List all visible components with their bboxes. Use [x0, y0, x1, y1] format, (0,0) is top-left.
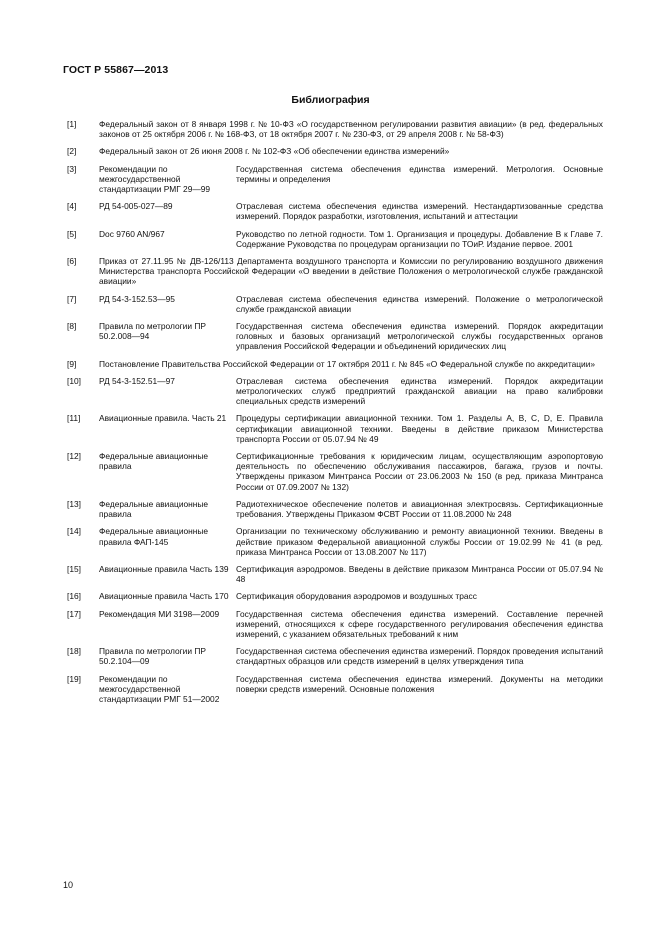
bibliography-entry — [63, 229, 603, 249]
entry-description: Руководство по летной годности. Том 1. Организация и процедуры. Добавление В к Главе 7. Содержание Руководства по процедурам организации по ТОиР. Издание первое. 2001 — [236, 228, 603, 249]
entry-reference: Правила по метрологии ПР 50.2.008—94 — [99, 321, 206, 342]
entry-number: [15] — [67, 563, 81, 574]
bibliography-entry — [63, 119, 603, 139]
entry-number: [17] — [67, 608, 81, 619]
entry-reference: Рекомендации по межгосударственной стандартизации РМГ 29—99 — [99, 163, 211, 195]
entry-description: Сертификация оборудования аэродромов и воздушных трасс — [236, 591, 477, 602]
entry-number: [11] — [67, 413, 81, 424]
entry-reference: РД 54-3-152.53—95 — [99, 293, 175, 304]
entry-description: Государственная система обеспечения единства измерений. Порядок проведения испытаний стандартных образцов или средств измерений в целях утверждения типа — [236, 646, 603, 667]
bibliography-entry — [63, 499, 603, 519]
bibliography-entry — [63, 146, 603, 156]
bibliography-entry — [63, 413, 603, 444]
section-title: Библиография — [291, 94, 370, 106]
entry-description: Процедуры сертификации авиационной техники. Том 1. Разделы А, В, С, D, Е. Правила сертификации авиационной техники. Введены в действие приказом Министерства транспорта России от 05.07.94 № 49 — [236, 413, 603, 444]
bibliography-entry — [63, 321, 603, 352]
entry-number: [14] — [67, 526, 81, 537]
entry-number: [3] — [67, 163, 77, 174]
entry-reference: Рекомендации по межгосударственной стандартизации РМГ 51—2002 — [99, 673, 220, 704]
entry-description: Отраслевая система обеспечения единства измерений. Нестандартизованные средства измерений. Порядок разработки, изготовления, испытаний и аттестации — [236, 201, 603, 222]
bibliography-entry — [63, 294, 603, 314]
bibliography-entry — [63, 164, 603, 195]
entry-text: Постановление Правительства Российской Федерации от 17 октября 2011 г. № 845 «О Федеральной службе по аккредитации» — [99, 358, 596, 369]
entry-reference: Авиационные правила. Часть 21 — [99, 413, 227, 424]
bibliography-entry — [63, 376, 603, 407]
entry-reference: РД 54-005-027—89 — [99, 201, 173, 212]
entry-number: [9] — [67, 358, 77, 369]
entry-description: Радиотехническое обеспечение полетов и авиационная электросвязь. Сертификационные требования. Утверждены Приказом ФСВТ России от 11.08.2000 № 248 — [236, 498, 603, 520]
entry-reference: Авиационные правила Часть 170 — [99, 591, 229, 602]
entry-reference: Федеральные авиационные правила — [99, 451, 209, 472]
entry-reference: Федеральные авиационные правила — [99, 498, 209, 520]
entry-description: Отраслевая система обеспечения единства измерений. Порядок аккредитации метрологических служб предприятий гражданской авиации на право калибровки специальных средств измерений — [236, 375, 603, 407]
entry-reference: Рекомендация МИ 3198—2009 — [99, 608, 220, 619]
page-number: 10 — [63, 880, 74, 890]
bibliography-entry — [63, 646, 603, 666]
entry-description: Сертификационные требования к юридическим лицам, осуществляющим аэропортовую деятельность по обеспечению обслуживания пассажиров, багажа, грузов и почты. Утверждены приказом Минтранса России от 23.06.2003 № 150 (в ред. приказа Минтранса России от 07.09.2007 № 132) — [236, 451, 603, 492]
entry-reference: РД 54-3-152.51—97 — [99, 375, 175, 386]
entry-reference: Правила по метрологии ПР 50.2.104—09 — [99, 646, 206, 667]
entry-number: [8] — [67, 321, 77, 332]
bibliography-entry — [63, 359, 603, 369]
entry-description: Организации по техническому обслуживанию и ремонту авиационной техники. Введены в действие приказом Федеральной авиационной службы России от 19.02.99 № 41 (в ред. приказа Минтранса России от 13.08.2007 № 117) — [236, 526, 603, 557]
entry-description: Отраслевая система обеспечения единства измерений. Положение о метрологической службе гражданской авиации — [236, 293, 603, 314]
entry-reference: Doc 9760 AN/967 — [99, 228, 165, 239]
entry-reference: Авиационные правила Часть 139 — [99, 563, 229, 574]
entry-text: Федеральный закон от 8 января 1998 г. № 10-ФЗ «О государственном регулировании развития авиации» (в ред. федеральных законов от 25 октября 2006 г. № 168-ФЗ, от 18 октября 2007 г. № 230-ФЗ, от 29 апреля 2008 г. № 58-ФЗ) — [99, 119, 603, 140]
entry-description: Сертификация аэродромов. Введены в действие приказом Минтранса России от 05.07.94 № 48 — [236, 563, 603, 585]
entry-number: [2] — [67, 146, 77, 157]
entry-number: [10] — [67, 375, 81, 386]
entry-number: [13] — [67, 498, 81, 509]
entry-number: [4] — [67, 201, 77, 212]
entry-description: Государственная система обеспечения единства измерений. Документы на методики поверки средств измерений. Основные положения — [236, 673, 603, 694]
entry-text: Приказ от 27.11.95 № ДВ-126/113 Департамента воздушного транспорта и Комиссии по регулированию воздушного движения Министерства транспорта Российской Федерации «О введении в действие Положения о метрологической службе гражданской авиации» — [99, 256, 603, 287]
entry-reference: Федеральные авиационные правила ФАП-145 — [99, 526, 209, 547]
entry-description: Государственная система обеспечения единства измерений. Метрология. Основные термины и определения — [236, 163, 603, 184]
entry-number: [1] — [67, 119, 77, 129]
entry-number: [5] — [67, 228, 77, 239]
bibliography-entry — [63, 256, 603, 287]
bibliography-entry — [63, 451, 603, 492]
entry-number: [16] — [67, 591, 81, 602]
bibliography-list — [63, 119, 603, 711]
standard-code-header: ГОСТ Р 55867—2013 — [63, 64, 169, 76]
entry-description: Государственная система обеспечения единства измерений. Порядок аккредитации головных и базовых организаций метрологической службы государственных органов управления Российской Федерации и объединений юридических лиц — [236, 321, 603, 352]
entry-number: [6] — [67, 256, 77, 267]
entry-text: Федеральный закон от 26 июня 2008 г. № 102-ФЗ «Об обеспечении единства измерений» — [99, 146, 450, 157]
bibliography-entry — [63, 674, 603, 705]
bibliography-entry — [63, 201, 603, 221]
bibliography-entry — [63, 564, 603, 584]
bibliography-entry — [63, 526, 603, 557]
entry-number: [18] — [67, 646, 81, 657]
entry-number: [12] — [67, 451, 81, 462]
entry-number: [7] — [67, 293, 77, 304]
entry-number: [19] — [67, 673, 81, 684]
entry-description: Государственная система обеспечения единства измерений. Составление перечней измерений, относящихся к сфере государственного регулирования обеспечения единства измерений, с указанием обязательных требований к ним — [236, 608, 603, 639]
bibliography-entry — [63, 609, 603, 640]
bibliography-entry — [63, 591, 603, 601]
